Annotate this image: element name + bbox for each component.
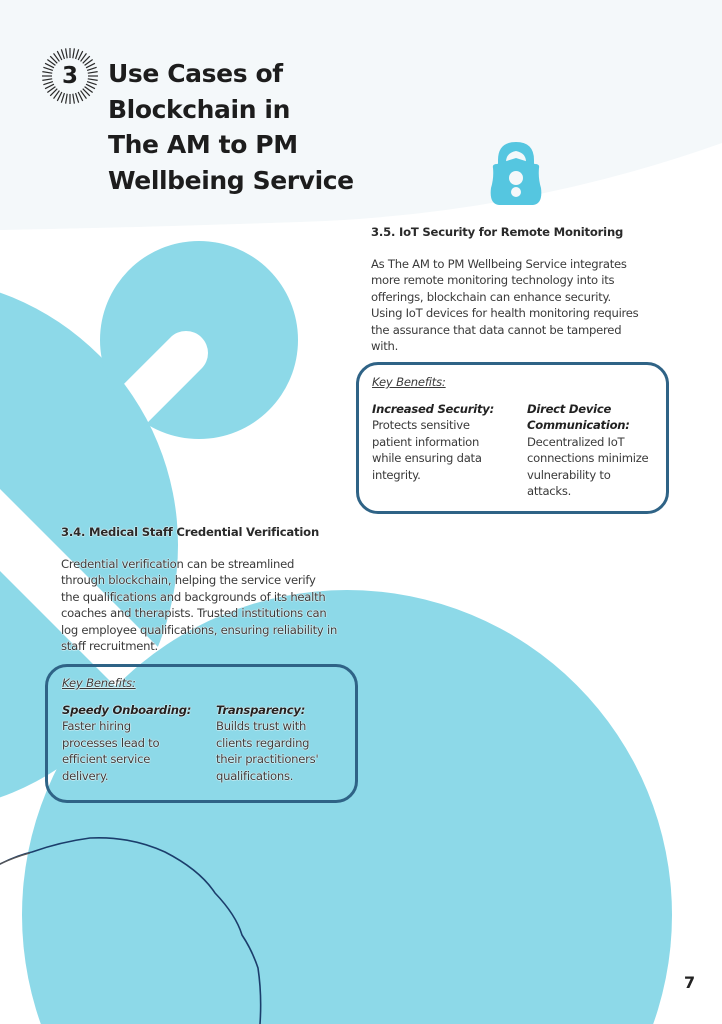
key-benefits-label: Key Benefits: — [62, 676, 136, 690]
benefit-desc: Decentralized IoT — [527, 434, 625, 449]
title-line: The AM to PM — [108, 130, 298, 159]
body-line: Credential verification can be streamlined — [61, 557, 295, 571]
benefit-desc: attacks. — [527, 484, 572, 499]
section-body — [371, 256, 638, 354]
body-line: log employee qualifications, ensuring reliability in — [61, 622, 338, 637]
benefit-desc: patient information — [372, 434, 480, 449]
section-heading: 3.5. IoT Security for Remote Monitoring — [371, 225, 624, 239]
benefit-title: Increased Security: — [372, 402, 494, 416]
chapter-number: 3 — [61, 63, 78, 89]
key-benefits-label: Key Benefits: — [372, 375, 446, 389]
benefit-increased-security — [372, 401, 494, 483]
body-line: the qualifications and backgrounds of its health — [61, 589, 326, 604]
benefit-desc: their practitioners' — [216, 752, 319, 767]
page-title — [108, 56, 354, 198]
benefit-desc: connections minimize — [527, 451, 649, 466]
benefit-desc: efficient service — [62, 752, 151, 767]
c-circle-shape — [100, 241, 298, 439]
body-line: coaches and therapists. Trusted institutions can — [61, 606, 327, 621]
page-number: 7 — [684, 973, 696, 992]
lock-icon — [488, 138, 544, 208]
body-line: offerings, blockchain can enhance security. — [371, 289, 611, 304]
body-line: the assurance that data cannot be tampered — [371, 322, 622, 337]
benefit-title: Direct Device — [527, 402, 612, 416]
section-body — [61, 556, 337, 654]
body-line: Using IoT devices for health monitoring requires — [371, 306, 639, 321]
section-credential-verification — [61, 525, 337, 654]
benefit-speedy-onboarding — [62, 702, 191, 784]
body-line: more remote monitoring technology into its — [371, 273, 615, 288]
benefit-title: Transparency: — [216, 703, 306, 717]
benefit-transparency — [216, 702, 318, 784]
benefit-title: Speedy Onboarding: — [62, 703, 192, 717]
key-benefits-box-credentials — [45, 664, 358, 803]
benefit-desc: Protects sensitive — [372, 418, 470, 433]
benefit-desc: Builds trust with — [216, 719, 307, 734]
benefit-desc: vulnerability to — [527, 467, 611, 482]
chapter-badge — [40, 46, 100, 106]
title-line: Wellbeing Service — [108, 165, 354, 195]
benefit-desc: qualifications. — [216, 768, 294, 783]
section-heading: 3.4. Medical Staff Credential Verification — [61, 525, 319, 539]
title-line: Use Cases of — [108, 59, 283, 88]
benefit-desc: integrity. — [372, 467, 421, 482]
body-line: with. — [371, 339, 399, 354]
body-line: staff recruitment. — [61, 639, 158, 654]
section-iot-security — [371, 225, 638, 354]
benefit-direct-device-communication — [527, 401, 648, 499]
benefit-desc: Faster hiring — [62, 719, 131, 734]
benefit-desc: clients regarding — [216, 735, 310, 750]
key-benefits-box-iot — [356, 362, 669, 514]
benefit-desc: processes lead to — [62, 735, 160, 750]
benefit-desc: delivery. — [62, 768, 109, 783]
benefit-title: Communication: — [527, 418, 630, 433]
title-line: Blockchain in — [108, 94, 290, 124]
benefit-desc: while ensuring data — [372, 451, 482, 466]
body-line: As The AM to PM Wellbeing Service integrates — [371, 257, 627, 271]
body-line: through blockchain, helping the service verify — [61, 573, 316, 588]
